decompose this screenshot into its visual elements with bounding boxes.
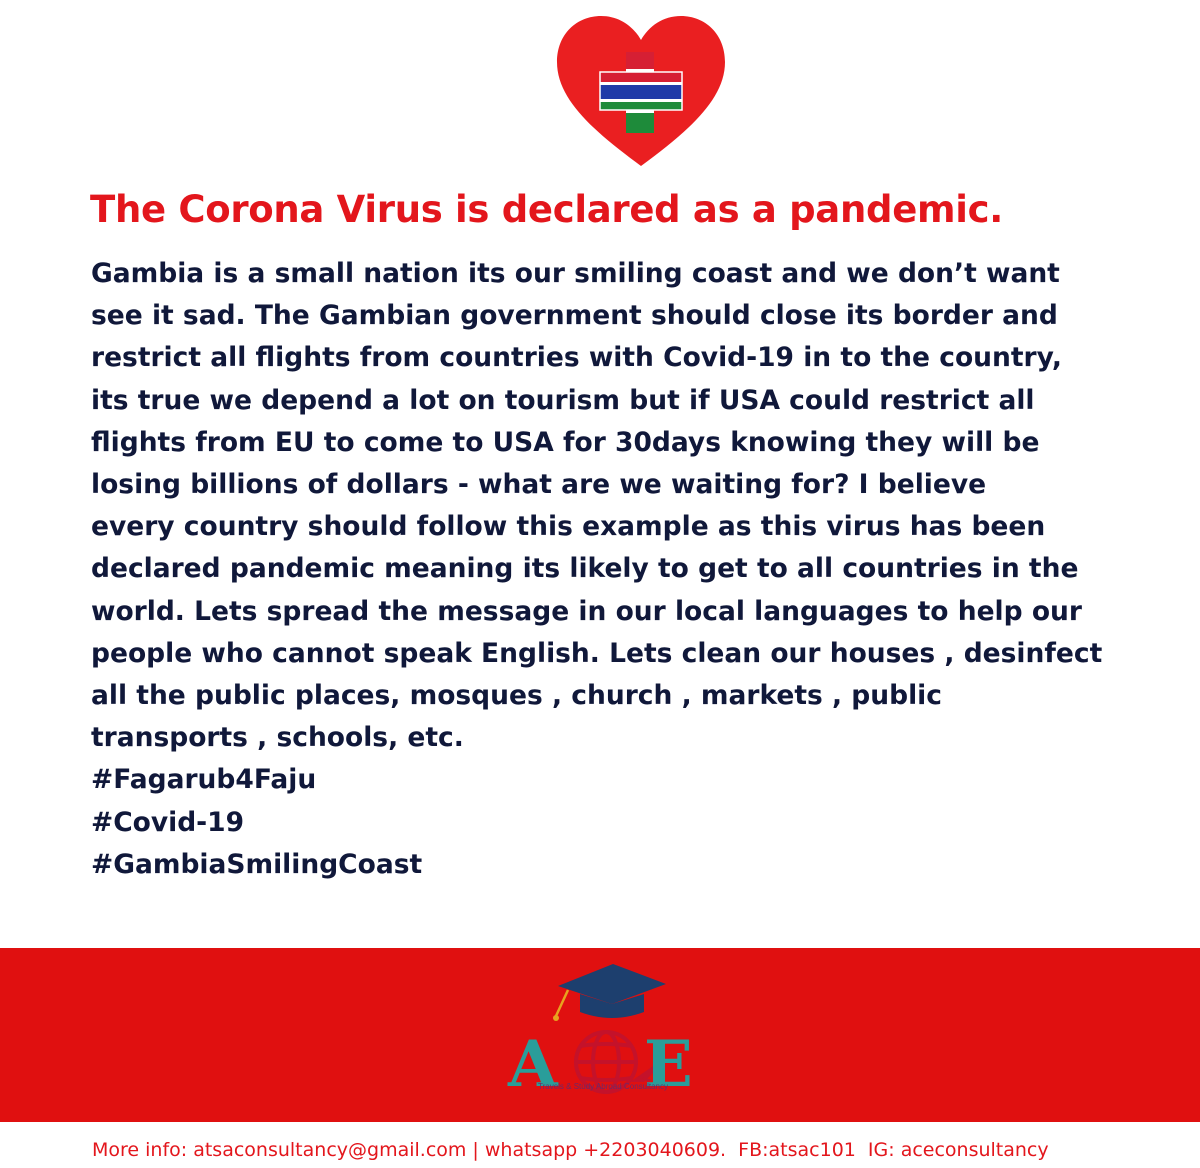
message-line: restrict all flights from countries with Covid-19 in to the country, — [91, 342, 1062, 374]
message-line: all the public places, mosques , church , markets , public — [91, 680, 942, 712]
heart-flag-cross-icon — [555, 14, 727, 170]
message-line: people who cannot speak English. Lets clean our houses , desinfect — [91, 637, 1103, 669]
hashtag-fagarub4faju: #Fagarub4Faju — [91, 764, 317, 796]
message-line: every country should follow this example as this virus has been — [91, 511, 1046, 543]
logo-letter-e: E — [644, 1027, 693, 1100]
message-body — [91, 253, 1151, 886]
message-line: losing billions of dollars - what are we waiting for? I believe — [91, 469, 987, 501]
logo-letter-a: A — [508, 1027, 558, 1100]
page-title: The Corona Virus is declared as a pandemic. — [90, 188, 1004, 231]
footer-email-whatsapp: More info: atsaconsultancy@gmail.com | whatsapp +2203040609. — [92, 1139, 727, 1161]
message-line: Gambia is a small nation its our smiling coast and we don’t want — [91, 258, 1060, 289]
footer-contact — [92, 1137, 1192, 1163]
hashtag-covid-19: #Covid-19 — [91, 806, 245, 838]
message-line: see it sad. The Gambian government should close its border and — [91, 300, 1058, 332]
footer-facebook: FB:atsac101 — [738, 1139, 856, 1161]
message-line: its true we depend a lot on tourism but if USA could restrict all — [91, 384, 1035, 416]
message-line: declared pandemic meaning its likely to get to all countries in the — [91, 553, 1079, 585]
ace-logo — [498, 958, 708, 1100]
message-line: flights from EU to come to USA for 30days knowing they will be — [91, 426, 1040, 458]
logo-tagline: Travels & Study Abroad Consultancy — [538, 1082, 668, 1091]
message-line: world. Lets spread the message in our local languages to help our — [91, 595, 1082, 627]
footer-instagram: IG: aceconsultancy — [867, 1139, 1049, 1161]
hashtag-gambia-smiling-coast: #GambiaSmilingCoast — [91, 848, 423, 880]
message-line: transports , schools, etc. — [91, 722, 464, 754]
graduation-cap-icon — [553, 964, 666, 1021]
